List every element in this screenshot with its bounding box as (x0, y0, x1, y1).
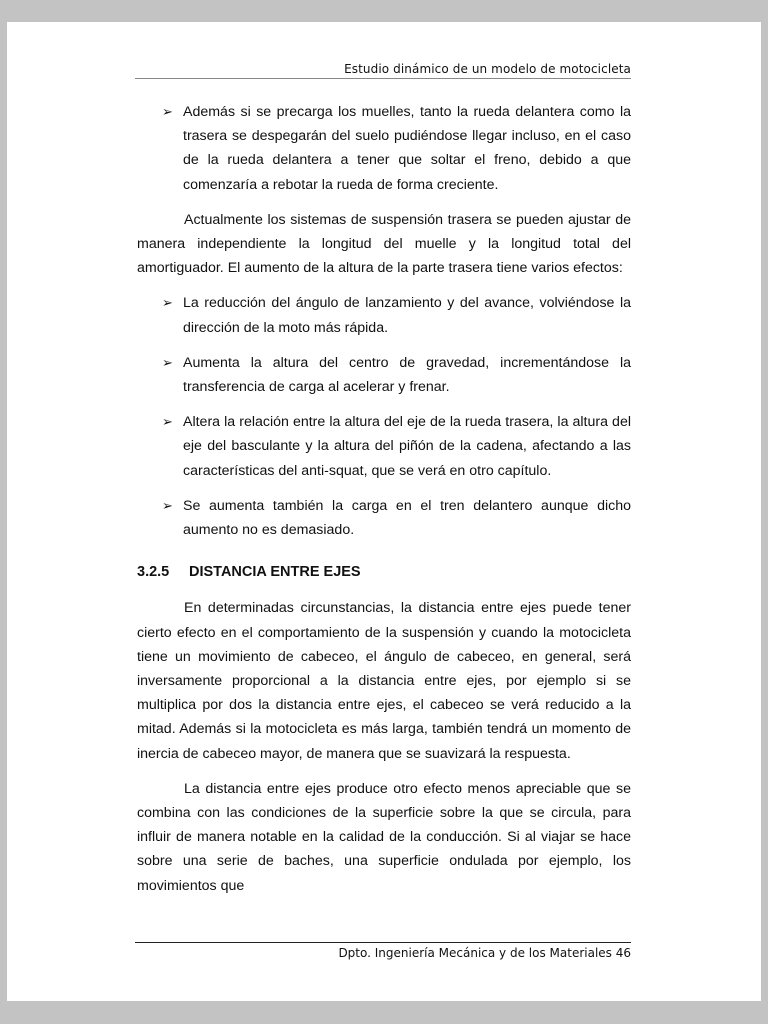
bullet-text: Altera la relación entre la altura del eje de la rueda trasera, la altura del eje del basculante y la altura del piñón de la cadena, afectando a las características del anti-squat, que se verá en otro capítulo. (183, 414, 631, 479)
bullet-item (137, 351, 631, 399)
bullet-text: Aumenta la altura del centro de gravedad, incrementándose la transferencia de carga al acelerar y frenar. (183, 354, 631, 396)
bullet-text: Además si se precarga los muelles, tanto la rueda delantera como la trasera se despegarán del suelo pudiéndose llegar incluso, en el caso de la rueda delantera a tener que soltar el freno, debido a que comenzaría a rebotar la rueda de forma creciente. (183, 104, 631, 193)
paragraph: En determinadas circunstancias, la distancia entre ejes puede tener cierto efecto en el comportamiento de la suspensión y cuando la motocicleta tiene un movimiento de cabeceo, el ángulo de cabeceo, en general, será inversamente proporcional a la distancia entre ejes, por ejemplo si se multiplica por dos la distancia entre ejes, el cabeceo se verá reducido a la mitad. Además si la motocicleta es más larga, también tendrá un momento de inercia de cabeceo mayor, de manera que se suavizará la respuesta. (137, 600, 631, 762)
arrowhead-bullet-icon: ➢ (162, 295, 173, 311)
running-header: Estudio dinámico de un modelo de motocicleta (135, 62, 631, 79)
bullet-item (137, 410, 631, 483)
arrowhead-bullet-icon: ➢ (162, 497, 173, 513)
arrowhead-bullet-icon: ➢ (162, 354, 173, 370)
section-heading (137, 560, 631, 584)
section-title: DISTANCIA ENTRE EJES (189, 564, 361, 581)
arrowhead-bullet-icon: ➢ (162, 414, 173, 430)
footer-rule (135, 942, 631, 943)
document-page (7, 22, 761, 1001)
page-content (137, 100, 631, 909)
bullet-item (137, 100, 631, 197)
arrowhead-bullet-icon: ➢ (162, 104, 173, 119)
paragraph: Actualmente los sistemas de suspensión trasera se pueden ajustar de manera independiente la longitud del muelle y la longitud total del amortiguador. El aumento de la altura de la parte trasera tiene varios efectos: (137, 211, 631, 277)
bullet-item (137, 494, 631, 542)
paragraph: La distancia entre ejes produce otro efecto menos apreciable que se combina con las condiciones de la superficie sobre la que se circula, para influir de manera notable en la calidad de la conducción. Si al viajar se hace sobre una serie de baches, una superficie ondulada por ejemplo, los movimientos que (137, 780, 631, 894)
bullet-text: Se aumenta también la carga en el tren delantero aunque dicho aumento no es demasiado. (183, 497, 631, 539)
bullet-text: La reducción del ángulo de lanzamiento y del avance, volviéndose la dirección de la moto más rápida. (183, 295, 631, 336)
section-number: 3.2.5 (137, 564, 170, 581)
bullet-item (137, 291, 631, 339)
running-footer: Dpto. Ingeniería Mecánica y de los Materiales 46 (338, 946, 631, 960)
